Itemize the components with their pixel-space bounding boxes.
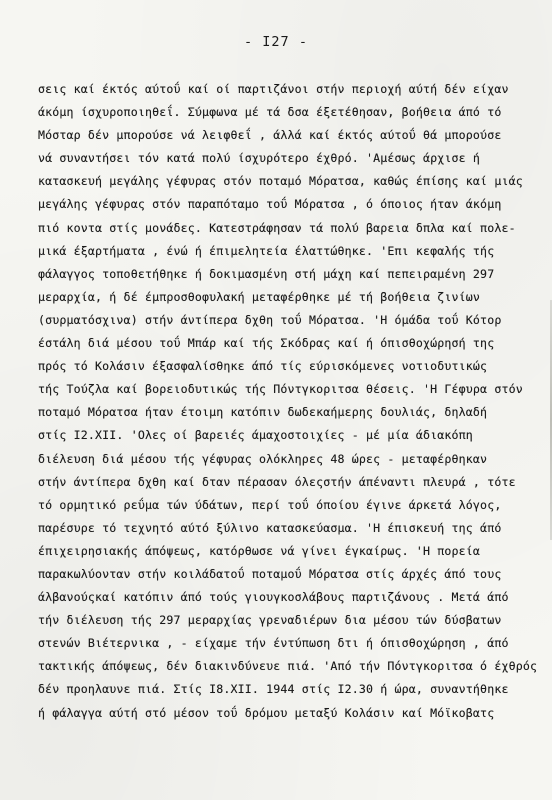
text-line: σεις καί έκτός αύτοΰ καί οί παρτιζάνοι στήν περιοχή αύτή δέν είχαν — [38, 82, 509, 96]
text-line: άλβανούςκαί κατόπιν άπό τούς γιουγκοσλάβους παρτιζάνους . Μετά άπό — [38, 590, 509, 605]
text-line: Μόσταρ δέν μπορούσε νά λειφθεΐ , άλλά καί έκτός αύτοΰ θά μπορούσε — [38, 128, 502, 143]
text-line: τακτικής άπόψεως, δέν διακινδύνευε πιά. 'Από τήν Πόντγκοριτσα ό έχθρός — [38, 659, 538, 674]
text-line: στενών Βιέτερνικα , - είχαμε τήν έντύπωση δτι ή όπισθοχώρηση , άπό — [38, 636, 509, 651]
text-line: μεραρχία, ή δέ έμπροσθοφυλακή μεταφέρθηκε μέ τή βοήθεια ζινίων — [38, 289, 481, 304]
text-line: τήν διέλευση τής 297 μεραρχίας γρεναδιέρων δια μέσου τών δύσβατων — [38, 613, 502, 628]
text-line: παρέσυρε τό τεχνητό αύτό ξύλινο κατασκεύασμα. 'Η έπισκευή της άπό — [38, 520, 502, 535]
text-line: άκόμη ίσχυροποιηθεΐ. Σύμφωνα μέ τά δσα έξετέθησαν, βοήθεια άπό τό — [38, 105, 502, 120]
text-line: (συρματόσχινα) στήν άντίπερα δχθη τοΰ Μόρατσα. 'Η όμάδα τοΰ Κότορ — [38, 312, 502, 327]
text-line: παρακωλύονταν στήν κοιλάδατοΰ ποταμοΰ Μόρατσα στίς άρχές άπό τους — [38, 566, 502, 581]
text-line: έστάλη διά μέσου τοΰ Μπάρ καί τής Σκόδρας καί ή όπισθοχώρησή της — [38, 336, 495, 351]
text-line: φάλαγγος τοποθετήθηκε ή δοκιμασμένη στή μάχη καί πεπειραμένη 297 — [38, 266, 495, 281]
text-line: στίς I2.XII. 'Ολες οί βαρειές άμαχοστοιχίες - μέ μία άδιακόπη — [38, 428, 473, 443]
text-line: τής Τούζλα καί βορειοδυτικώς τής Πόντγκοριτσα θέσεις. 'Η Γέφυρα στόν — [38, 382, 523, 397]
text-line: πιό κοντα στίς μονάδες. Κατεστράφησαν τά πολύ βαρεια δπλα καί πολε- — [38, 220, 516, 235]
text-line: έπιχειρησιακής άπόψεως, κατόρθωσε νά γίνει έγκαίρως. 'Η πορεία — [38, 543, 481, 558]
text-line: διέλευση διά μέσου τής γέφυρας ολόκληρες 48 ώρες - μεταφέρθηκαν — [38, 451, 488, 466]
text-line: τό ορμητικό ρεΰμα τών ύδάτων, περί τοΰ όποίου έγινε άρκετά λόγος, — [38, 497, 502, 512]
page-number: - I27 - — [244, 34, 308, 50]
text-line: ή φάλαγγα αύτή στό μέσον τοΰ δρόμου μεταξύ Κολάσιν καί Μόϊκοβατς — [38, 705, 495, 720]
text-line: κατασκευή μεγάλης γέφυρας στόν ποταμό Μόρατσα, καθώς έπίσης καί μιάς — [38, 174, 523, 189]
text-line: δέν προηλαυνε πιά. Στίς I8.XII. 1944 στίς I2.30 ή ώρα, συναντήθηκε — [38, 682, 509, 697]
text-line: μικά έξαρτήματα , ένώ ή έπιμελητεία έλαττώθηκε. 'Επι κεφαλής τής — [38, 243, 495, 258]
body-text — [38, 78, 543, 725]
text-line: πρός τό Κολάσιν έξασφαλίσθηκε άπό τίς εύρισκόμενες νοτιοδυτικώς — [38, 359, 488, 374]
text-line: νά συναντήσει τόν κατά πολύ ίσχυρότερο έχθρό. 'Αμέσως άρχισε ή — [38, 151, 481, 166]
text-line: ποταμό Μόρατσα ήταν έτοιμη κατόπιν δωδεκαήμερης δουλιάς, δηλαδή — [38, 405, 488, 420]
text-line: μεγάλης γέφυρας στόν παραπόταμο τοΰ Μόρατσα , ό όποιος ήταν άκόμη — [38, 197, 502, 212]
text-line: στήν άντίπερα δχθη καί δταν πέρασαν όλεςστήν άπέναντι πλευρά , τότε — [38, 474, 516, 489]
